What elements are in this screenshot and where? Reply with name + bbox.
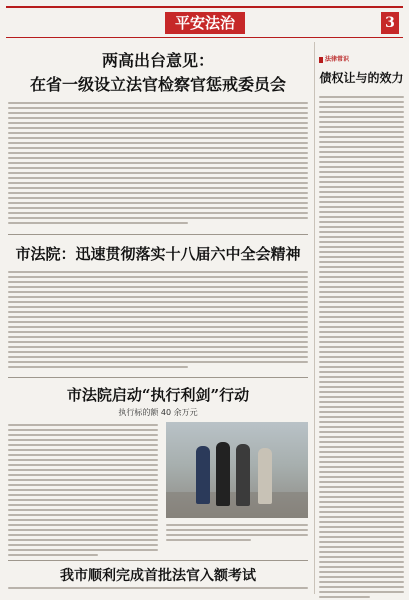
article-4-title: 我市顺利完成首批法官入额考试 — [60, 568, 256, 584]
article-3-photo — [166, 422, 308, 518]
article-2[interactable] — [8, 234, 308, 375]
article-3-body — [8, 424, 158, 559]
sidebar-column — [314, 42, 404, 594]
masthead-underline — [6, 37, 403, 38]
article-1[interactable] — [8, 42, 308, 232]
article-1-body — [8, 102, 308, 227]
article-3-body-right — [166, 524, 308, 544]
article-3-title: 市法院启动“执行利剑”行动 — [66, 386, 250, 404]
article-4[interactable] — [8, 560, 308, 595]
sidebar-title: 债权让与的效力 — [319, 71, 404, 85]
article-1-title-line2: 在省一级设立法官检察官惩戒委员会 — [29, 75, 286, 94]
main-column — [8, 42, 308, 594]
masthead-title: 平安法治 — [165, 12, 245, 34]
article-1-title-line1: 两高出台意见： — [101, 51, 214, 70]
page-number: 3 — [381, 12, 399, 34]
article-2-body — [8, 271, 308, 371]
article-4-body — [8, 587, 308, 592]
article-2-title: 市法院：迅速贯彻落实十八届六中全会精神 — [15, 245, 301, 263]
sidebar-column-label-text: 法律常识 — [325, 56, 350, 63]
sidebar-body — [319, 96, 404, 598]
section-marker-icon — [319, 57, 323, 63]
article-3[interactable] — [8, 377, 308, 558]
sidebar-column-label — [319, 54, 404, 63]
article-3-subtitle: 执行标的额 40 余万元 — [118, 408, 198, 417]
masthead-rule — [6, 6, 403, 8]
